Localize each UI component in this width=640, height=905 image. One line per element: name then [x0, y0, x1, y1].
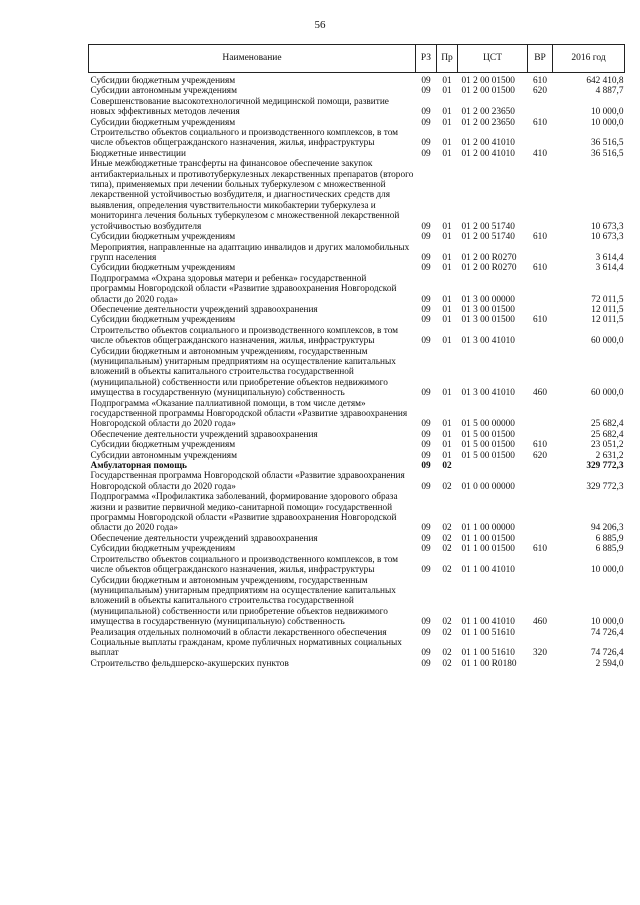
row-name: Социальные выплаты гражданам, кроме публичных нормативных социальных выплат: [90, 637, 402, 659]
budget-table: [88, 44, 625, 669]
row-cst: 01 5 00 01500: [461, 450, 515, 461]
header-rz: РЗ: [416, 45, 437, 73]
row-name: Субсидии бюджетным учреждениям: [90, 544, 236, 555]
row-vr: [528, 128, 553, 149]
row-cst: 01 1 00 00000: [461, 523, 515, 534]
row-sum: 2 631,2: [595, 450, 624, 461]
row-sum: 6 885,9: [595, 544, 624, 555]
table-row: [89, 555, 625, 576]
table-row: [89, 315, 625, 325]
row-rz: 09: [421, 440, 431, 451]
row-rz: 09: [421, 450, 431, 461]
row-sum: 36 516,5: [590, 138, 624, 149]
row-name: Мероприятия, направленные на адаптацию инвалидов и других маломобильных групп населения: [90, 242, 410, 263]
row-pr: 01: [442, 315, 452, 326]
row-cst: 01 3 00 41010: [461, 388, 515, 399]
row-pr: 02: [442, 627, 452, 638]
table-row: [89, 243, 625, 264]
row-vr: [528, 628, 553, 638]
row-vr: [528, 305, 553, 315]
row-name: Иные межбюджетные трансферты на финансовое обеспечение закупок антибактериальных и противотуберкулезных лекарственных препаратов (второго типа), применяемых при лечении больных туберкулезом с множественной лекарственной устойчивостью возбудителя, и диагностических средств для выявления, определения чувствительности микобактерии туберкулеза и мониторинга лечения больных туберкулезом с множественной лекарственной устойчивостью возбудителя: [90, 159, 414, 232]
row-sum: 6 885,9: [595, 533, 624, 544]
row-name: Субсидии бюджетным учреждениям: [90, 76, 236, 86]
row-pr: 01: [442, 76, 452, 86]
row-vr: 620: [533, 450, 547, 461]
row-pr: 02: [442, 617, 452, 628]
table-row: [89, 544, 625, 554]
row-vr: 410: [533, 148, 547, 159]
table-row: [89, 440, 625, 450]
row-cst: 01 2 00 R0270: [461, 263, 517, 274]
row-name: Бюджетные инвестиции: [90, 148, 186, 159]
row-vr: 610: [533, 76, 547, 86]
row-pr: 01: [442, 440, 452, 451]
row-cst: 01 2 00 01500: [461, 76, 515, 86]
row-sum: 4 887,7: [595, 86, 624, 97]
header-cst: ЦСТ: [458, 45, 528, 73]
row-name: Подпрограмма «Профилактика заболеваний, формирование здорового образа жизни и развитие первичной медико-санитарной помощи» государственной программы Новгородской области «Развитие здравоохранения Новгородской области до 2020 года»: [90, 492, 398, 534]
row-sum: 25 682,4: [590, 419, 624, 430]
row-rz: 09: [421, 304, 431, 315]
row-rz: 09: [421, 336, 431, 347]
row-name: Государственная программа Новгородской области «Развитие здравоохранения Новгородской области до 2020 года»: [90, 471, 405, 492]
table-row: [89, 232, 625, 242]
table-row: [89, 399, 625, 430]
row-rz: 09: [421, 294, 431, 305]
table-row: [89, 326, 625, 347]
row-pr: 01: [442, 221, 452, 232]
row-pr: 02: [442, 658, 452, 669]
row-vr: [528, 461, 553, 471]
row-sum: 36 516,5: [590, 148, 624, 159]
row-sum: 10 000,0: [590, 565, 624, 576]
row-rz: 09: [421, 617, 431, 628]
row-name: Обеспечение деятельности учреждений здравоохранения: [90, 304, 318, 315]
table-row: [89, 492, 625, 534]
row-cst: 01 1 00 R0180: [461, 658, 517, 669]
row-cst: 01 3 00 01500: [461, 315, 515, 326]
row-sum: 60 000,0: [590, 336, 624, 347]
row-rz: 09: [421, 565, 431, 576]
table-row: [89, 451, 625, 461]
row-rz: 09: [421, 388, 431, 399]
row-cst: 01 2 00 23650: [461, 107, 515, 118]
row-sum: 25 682,4: [590, 429, 624, 440]
row-sum: 23 051,2: [590, 440, 624, 451]
row-sum: 10 673,3: [590, 221, 624, 232]
row-name: Строительство фельдшерско-акушерских пунктов: [90, 658, 289, 669]
row-pr: 01: [442, 429, 452, 440]
table-row: [89, 576, 625, 628]
table-row: [89, 628, 625, 638]
row-sum: 329 772,3: [586, 481, 624, 492]
row-vr: [528, 430, 553, 440]
row-vr: [528, 97, 553, 118]
row-cst: 01 5 00 00000: [461, 419, 515, 430]
row-vr: [528, 659, 553, 669]
row-pr: 01: [442, 388, 452, 399]
row-vr: 610: [533, 440, 547, 451]
row-name: Субсидии бюджетным и автономным учреждениям, государственным (муниципальным) унитарным предприятиям на осуществление капитальных вложений в объекты капитального строительства государственной (муниципальной) собственности или приобретение объектов недвижимого имущества в государственную (муниципальную) собственность: [90, 575, 396, 628]
row-pr: 01: [442, 148, 452, 159]
row-cst: 01 2 00 41010: [461, 148, 515, 159]
row-vr: [528, 492, 553, 534]
table-row: [89, 471, 625, 492]
row-sum: 10 000,0: [590, 107, 624, 118]
row-cst: 01 1 00 41010: [461, 565, 515, 576]
table-row: [89, 86, 625, 96]
row-name: Строительство объектов социального и производственного комплексов, в том числе объектов общегражданского назначения, жилья, инфраструктуры: [90, 325, 399, 347]
table-body: [89, 73, 625, 670]
row-pr: 01: [442, 117, 452, 128]
page-number: 56: [314, 19, 326, 31]
row-pr: 01: [442, 450, 452, 461]
row-cst: 01 2 00 23650: [461, 117, 515, 128]
row-name: Строительство объектов социального и производственного комплексов, в том числе объектов общегражданского назначения, жилья, инфраструктуры: [90, 128, 399, 149]
row-vr: 610: [533, 232, 547, 243]
row-rz: 09: [421, 252, 431, 263]
row-name: Реализация отдельных полномочий в области лекарственного обеспечения: [90, 627, 387, 638]
table-row: [89, 430, 625, 440]
row-vr: 610: [533, 117, 547, 128]
row-rz: 09: [421, 263, 431, 274]
row-pr: 01: [442, 263, 452, 274]
row-sum: 60 000,0: [590, 388, 624, 399]
row-rz: 09: [421, 76, 431, 86]
row-sum: 74 726,4: [590, 648, 624, 659]
table-row: [89, 73, 625, 87]
row-cst: 01 1 00 01500: [461, 533, 515, 544]
row-name: Субсидии бюджетным и автономным учреждениям, государственным (муниципальным) унитарным предприятиям на осуществление капитальных вложений в объекты капитального строительства государственной (муниципальной) собственности или приобретение объектов недвижимого имущества в государственную (муниципальную) собственность: [90, 346, 396, 399]
row-name: Подпрограмма «Охрана здоровья матери и ребенка» государственной программы Новгородской области «Развитие здравоохранения Новгородской области до 2020 года»: [90, 273, 397, 305]
header-name: Наименование: [89, 45, 416, 73]
row-cst: 01 5 00 01500: [461, 440, 515, 451]
row-cst: [458, 461, 528, 471]
row-rz: 09: [421, 315, 431, 326]
row-name: Субсидии бюджетным учреждениям: [90, 117, 236, 128]
row-sum: 329 772,3: [586, 461, 624, 472]
row-sum: 72 011,5: [591, 294, 624, 305]
header-pr: Пр: [437, 45, 458, 73]
row-sum: 3 614,4: [595, 263, 624, 274]
row-pr: 02: [442, 648, 452, 659]
row-name: Субсидии автономным учреждениям: [90, 86, 237, 97]
row-rz: 09: [421, 232, 431, 243]
row-vr: [528, 399, 553, 430]
row-pr: 02: [442, 523, 452, 534]
row-pr: 01: [442, 304, 452, 315]
row-name: Субсидии бюджетным учреждениям: [90, 263, 236, 274]
row-pr: 01: [442, 107, 452, 118]
row-cst: 01 0 00 00000: [461, 481, 515, 492]
row-rz: 09: [421, 481, 431, 492]
row-rz: 09: [421, 658, 431, 669]
row-cst: 01 1 00 51610: [461, 648, 515, 659]
row-vr: 610: [533, 315, 547, 326]
row-name: Обеспечение деятельности учреждений здравоохранения: [90, 533, 318, 544]
row-name: Субсидии бюджетным учреждениям: [90, 232, 236, 243]
row-vr: 460: [533, 388, 547, 399]
row-pr: 01: [442, 336, 452, 347]
row-sum: 94 206,3: [590, 523, 624, 534]
table-row: [89, 305, 625, 315]
row-cst: 01 3 00 00000: [461, 294, 515, 305]
row-name: Совершенствование высокотехнологичной медицинской помощи, развитие новых эффективных методов лечения: [90, 96, 389, 118]
row-name: Строительство объектов социального и производственного комплексов, в том числе объектов общегражданского назначения, жилья, инфраструктуры: [90, 554, 399, 576]
row-vr: 620: [533, 86, 547, 97]
row-vr: [528, 534, 553, 544]
row-vr: [528, 471, 553, 492]
row-pr: 01: [442, 419, 452, 430]
table-row: [89, 263, 625, 273]
table-row: [89, 347, 625, 399]
table-row: [89, 274, 625, 305]
row-name: Обеспечение деятельности учреждений здравоохранения: [90, 429, 318, 440]
row-sum: 642 410,8: [586, 76, 624, 86]
table-row: [89, 149, 625, 159]
row-rz: 09: [421, 138, 431, 149]
row-sum: 10 673,3: [590, 232, 624, 243]
row-rz: 09: [421, 117, 431, 128]
row-rz: 09: [421, 627, 431, 638]
row-cst: 01 2 00 R0270: [461, 252, 517, 263]
row-pr: 02: [442, 544, 452, 555]
table-header-row: [89, 45, 625, 73]
row-sum: 12 011,5: [591, 315, 624, 326]
row-sum: 10 000,0: [590, 617, 624, 628]
table-row: [89, 534, 625, 544]
row-cst: 01 2 00 51740: [461, 221, 515, 232]
row-pr: 01: [442, 252, 452, 263]
row-vr: [528, 274, 553, 305]
row-rz: 09: [421, 221, 431, 232]
row-pr: 01: [442, 232, 452, 243]
row-pr: 02: [442, 461, 452, 472]
row-name: Субсидии бюджетным учреждениям: [90, 315, 236, 326]
row-pr: 02: [442, 533, 452, 544]
row-rz: 09: [421, 648, 431, 659]
row-cst: 01 1 00 51610: [461, 627, 515, 638]
row-cst: 01 2 00 01500: [461, 86, 515, 97]
table-row: [89, 638, 625, 659]
row-vr: [528, 159, 553, 232]
row-vr: [528, 326, 553, 347]
row-rz: 09: [421, 148, 431, 159]
row-name: Амбулаторная помощь: [90, 461, 187, 472]
table-row: [89, 128, 625, 149]
row-sum: 3 614,4: [595, 252, 624, 263]
row-cst: 01 5 00 01500: [461, 429, 515, 440]
header-sum: 2016 год: [553, 45, 625, 73]
row-vr: 460: [533, 617, 547, 628]
row-cst: 01 1 00 41010: [461, 617, 515, 628]
row-rz: 09: [421, 461, 431, 472]
header-vr: ВР: [528, 45, 553, 73]
row-vr: 320: [533, 648, 547, 659]
row-cst: 01 2 00 51740: [461, 232, 515, 243]
row-sum: 2 594,0: [595, 658, 624, 669]
row-rz: 09: [421, 86, 431, 97]
row-rz: 09: [421, 429, 431, 440]
row-sum: 74 726,4: [590, 627, 624, 638]
row-rz: 09: [421, 533, 431, 544]
row-name: Субсидии бюджетным учреждениям: [90, 440, 236, 451]
row-pr: 01: [442, 294, 452, 305]
table-row: [89, 118, 625, 128]
row-cst: 01 2 00 41010: [461, 138, 515, 149]
row-rz: 09: [421, 523, 431, 534]
row-pr: 01: [442, 86, 452, 97]
row-rz: 09: [421, 544, 431, 555]
row-vr: 610: [533, 263, 547, 274]
table-row: [89, 461, 625, 471]
row-pr: 01: [442, 138, 452, 149]
row-name: Подпрограмма «Оказание паллиативной помощи, в том числе детям» государственной программы Новгородской области «Развитие здравоохранения Новгородской области до 2020 года»: [90, 398, 408, 430]
row-pr: 02: [442, 481, 452, 492]
row-rz: 09: [421, 419, 431, 430]
row-cst: 01 3 00 41010: [461, 336, 515, 347]
table-row: [89, 159, 625, 232]
table-row: [89, 97, 625, 118]
row-vr: [528, 555, 553, 576]
table-row: [89, 659, 625, 669]
row-rz: 09: [421, 107, 431, 118]
row-cst: 01 3 00 01500: [461, 304, 515, 315]
row-sum: 12 011,5: [591, 304, 624, 315]
row-sum: 10 000,0: [590, 117, 624, 128]
row-cst: 01 1 00 01500: [461, 544, 515, 555]
row-name: Субсидии автономным учреждениям: [90, 450, 237, 461]
row-pr: 02: [442, 565, 452, 576]
row-vr: 610: [533, 544, 547, 555]
row-vr: [528, 243, 553, 264]
